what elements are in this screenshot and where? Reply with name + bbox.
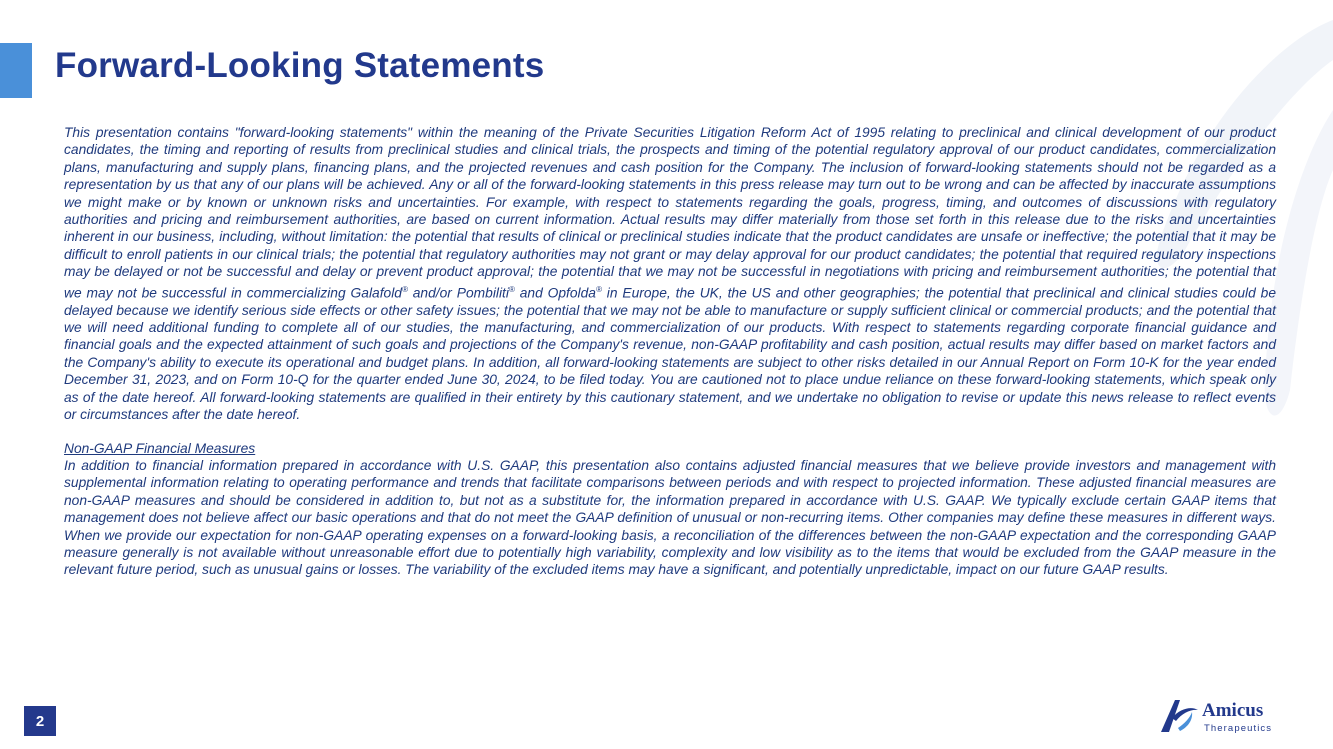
registered-mark: ® [508,284,515,294]
paragraph-text: and/or Pombiliti [407,285,509,301]
logo-name: Amicus [1202,700,1264,721]
logo-subtitle: Therapeutics [1204,723,1273,734]
page-title: Forward-Looking Statements [55,46,545,85]
title-accent-bar [0,43,32,98]
paragraph-spacer [64,424,1276,440]
forward-looking-paragraph [64,124,1276,424]
registered-mark: ® [595,284,602,294]
amicus-logo [1158,694,1286,740]
registered-mark: ® [401,284,408,294]
paragraph-text: in Europe, the UK, the US and other geographies; the potential that preclinical and clinical studies could be delayed because we identify serious side effects or other safety issues; the potential that we may not be able to manufacture or supply sufficient clinical or commercial products; and the potential that we will need additional funding to complete all of our studies, the manufacturing, and commercialization of our products. With respect to statements regarding corporate financial guidance and financial goals and the expected attainment of such goals and projections of the Company's revenue, non-GAAP profitability and cash position, actual results may differ based on market factors and the Company's ability to execute its operational and budget plans. In addition, all forward-looking statements are subject to other risks detailed in our Annual Report on Form 10-K for the year ended December 31, 2023, and on Form 10-Q for the quarter ended June 30, 2024, to be filed today. You are cautioned not to place undue reliance on these forward-looking statements, which speak only as of the date hereof. All forward-looking statements are qualified in their entirety by this cautionary statement, and we undertake no obligation to revise or update this news release to reflect events or circumstances after the date hereof. [64,285,1277,423]
page-number-badge: 2 [24,706,56,736]
body-content [64,124,1276,579]
section-subheading: Non-GAAP Financial Measures [64,440,256,456]
non-gaap-paragraph: In addition to financial information prepared in accordance with U.S. GAAP, this presentation also contains adjusted financial measures that we believe provide investors and management with supplemental information relating to operating performance and trends that facilitate comparisons between periods and with respect to projected information. These adjusted financial measures are non-GAAP measures and should be considered in addition to, but not as a substitute for, the information prepared in accordance with U.S. GAAP. We typically exclude certain GAAP items that management does not believe affect our basic operations and that do not meet the GAAP definition of unusual or non-recurring items. Other companies may define these measures in different ways. When we provide our expectation for non-GAAP operating expenses on a forward-looking basis, a reconciliation of the differences between the non-GAAP expectation and the corresponding GAAP measure generally is not available without unreasonable effort due to potentially high variability, complexity and low visibility as to the items that would be excluded from the GAAP measure in the relevant future period, such as unusual gains or losses. The variability of the excluded items may have a significant, and potentially unpredictable, impact on our future GAAP results. [64,457,1276,578]
paragraph-text: and Opfolda [514,285,596,301]
amicus-swoosh-icon [1158,694,1202,738]
paragraph-text: This presentation contains "forward-looking statements" within the meaning of the Private Securities Litigation Reform Act of 1995 relating to preclinical and clinical development of our product candidates, the timing and reporting of results from preclinical studies and clinical trials, the prospects and timing of the potential regulatory approval of our product candidates, commercialization plans, manufacturing and supply plans, financing plans, and the projected revenues and cash position for the Company. The inclusion of forward-looking statements should not be regarded as a representation by us that any of our plans will be achieved. Any or all of the forward-looking statements in this press release may turn out to be wrong and can be affected by inaccurate assumptions we might make or by known or unknown risks and uncertainties. For example, with respect to statements regarding the goals, progress, timing, and outcomes of discussions with regulatory authorities and pricing and reimbursement authorities, are based on current information. Actual results may differ materially from those set forth in this release due to the risks and uncertainties inherent in our business, including, without limitation: the potential that results of clinical or preclinical studies indicate that the product candidates are unsafe or ineffective; the potential that it may be difficult to enroll patients in our clinical trials; the potential that regulatory authorities may not grant or may delay approval for our product candidates; the potential that required regulatory inspections may be delayed or not be successful and delay or prevent product approval; the potential that we may not be successful in negotiations with pricing and reimbursement authorities; the potential that we may not be successful in commercializing Galafold [64,125,1276,301]
